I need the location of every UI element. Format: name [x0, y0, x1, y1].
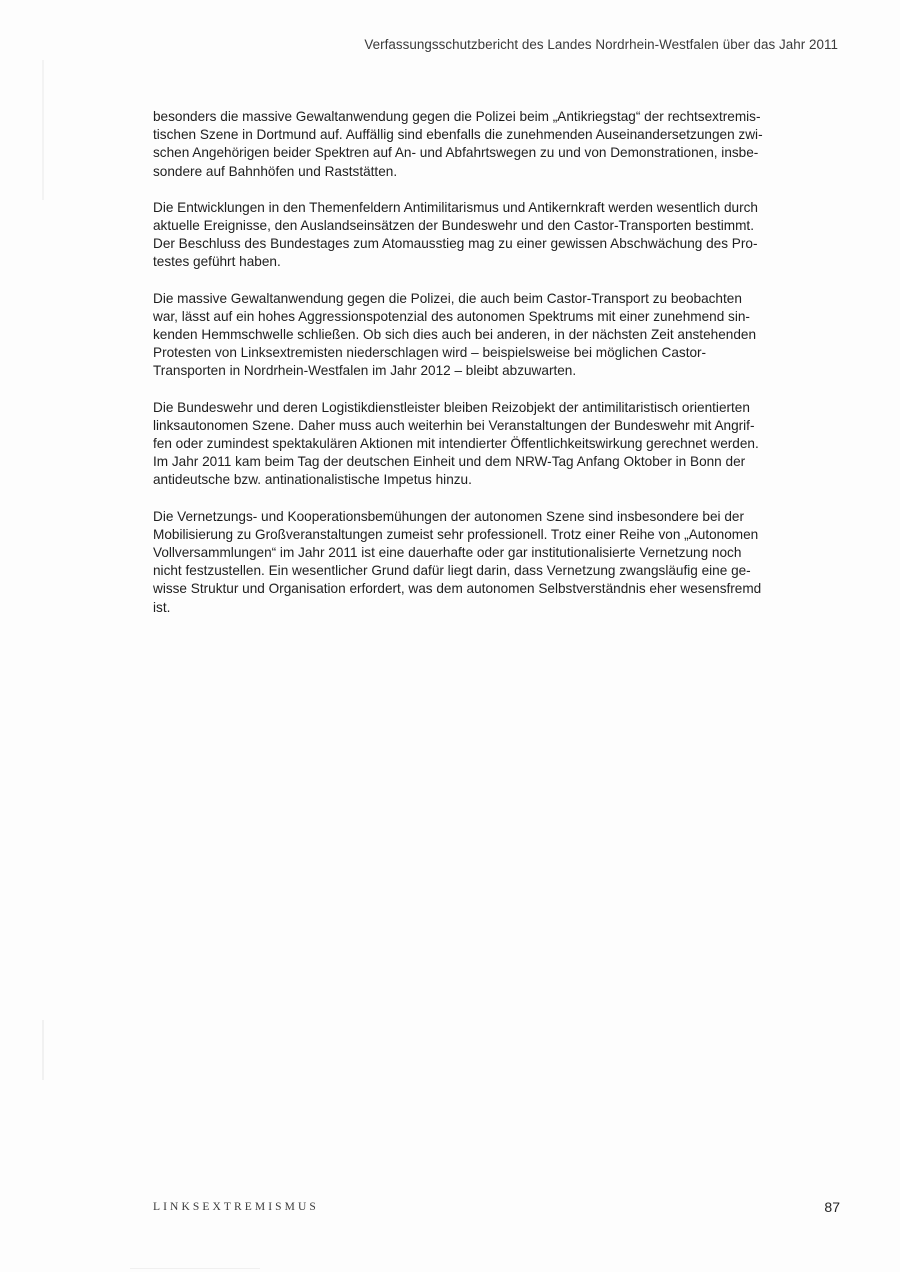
section-footer: LINKSEXTREMISMUS [153, 1201, 319, 1213]
text-line: besonders die massive Gewaltanwendung gegen die Polizei beim „Antikriegstag“ der rechtsextremis- [153, 109, 761, 124]
text-line: Die Bundeswehr und deren Logistikdienstleister bleiben Reizobjekt der antimilitaristisch orientierten [153, 399, 750, 415]
text-line: Der Beschluss des Bundestages zum Atomausstieg mag zu einer gewissen Abschwächung des Pro- [153, 236, 758, 252]
text-line: Vollversammlungen“ im Jahr 2011 ist eine dauerhafte oder gar institutionalisierte Vernetzung noch [153, 545, 742, 561]
text-line: kenden Hemmschwelle schließen. Ob sich dies auch bei anderen, in der nächsten Zeit anstehenden [153, 327, 757, 343]
text-line: war, lässt auf ein hohes Aggressionspotenzial des autonomen Spektrums mit einer zunehmend sin- [153, 308, 750, 324]
paragraph [153, 290, 843, 381]
text-line: aktuelle Ereignisse, den Auslandseinsätzen der Bundeswehr und den Castor-Transporten bestimmt. [153, 218, 754, 234]
text-line: linksautonomen Szene. Daher muss auch weiterhin bei Veranstaltungen der Bundeswehr mit Angrif- [153, 417, 755, 433]
text-line: fen oder zumindest spektakulären Aktionen mit intendierter Öffentlichkeitswirkung gerechnet werden. [153, 436, 759, 452]
body-text [153, 108, 843, 635]
paragraph [153, 108, 843, 181]
text-line: Protesten von Linksextremisten niederschlagen wird – beispielsweise bei möglichen Castor- [153, 345, 707, 361]
paragraph [153, 199, 843, 272]
running-header: Verfassungsschutzbericht des Landes Nordrhein-Westfalen über das Jahr 2011 [364, 37, 838, 52]
text-line: Die Vernetzungs- und Kooperationsbemühungen der autonomen Szene sind insbesondere bei der [153, 508, 744, 524]
text-line: antideutsche bzw. antinationalistische Impetus hinzu. [153, 472, 472, 488]
text-line: schen Angehörigen beider Spektren auf An- und Abfahrtswegen zu und von Demonstrationen, insbe- [153, 145, 759, 161]
scan-artifact [42, 60, 44, 200]
paragraph [153, 399, 843, 490]
text-line: Die massive Gewaltanwendung gegen die Polizei, die auch beim Castor-Transport zu beobachten [153, 290, 742, 306]
paragraph [153, 508, 843, 617]
text-line: wisse Struktur und Organisation erfordert, was dem autonomen Selbstverständnis eher wesensfremd [153, 581, 762, 597]
text-line: Die Entwicklungen in den Themenfeldern Antimilitarismus und Antikernkraft werden wesentlich durch [153, 199, 758, 215]
text-line: Transporten in Nordrhein-Westfalen im Jahr 2012 – bleibt abzuwarten. [153, 363, 577, 379]
text-line: nicht festzustellen. Ein wesentlicher Grund dafür liegt darin, dass Vernetzung zwangsläufig eine ge- [153, 563, 751, 579]
text-line: sondere auf Bahnhöfen und Raststätten. [153, 163, 398, 179]
text-line: Im Jahr 2011 kam beim Tag der deutschen Einheit und dem NRW-Tag Anfang Oktober in Bonn der [153, 454, 746, 470]
page-number: 87 [824, 1199, 840, 1215]
text-line: tischen Szene in Dortmund auf. Auffällig sind ebenfalls die zunehmenden Auseinandersetzungen zwi- [153, 127, 763, 143]
scan-artifact [42, 1020, 44, 1080]
text-line: ist. [153, 599, 171, 615]
text-line: Mobilisierung zu Großveranstaltungen zumeist sehr professionell. Trotz einer Reihe von „Autonomen [153, 526, 759, 542]
scan-artifact [130, 1268, 260, 1269]
text-line: testes geführt haben. [153, 254, 281, 270]
